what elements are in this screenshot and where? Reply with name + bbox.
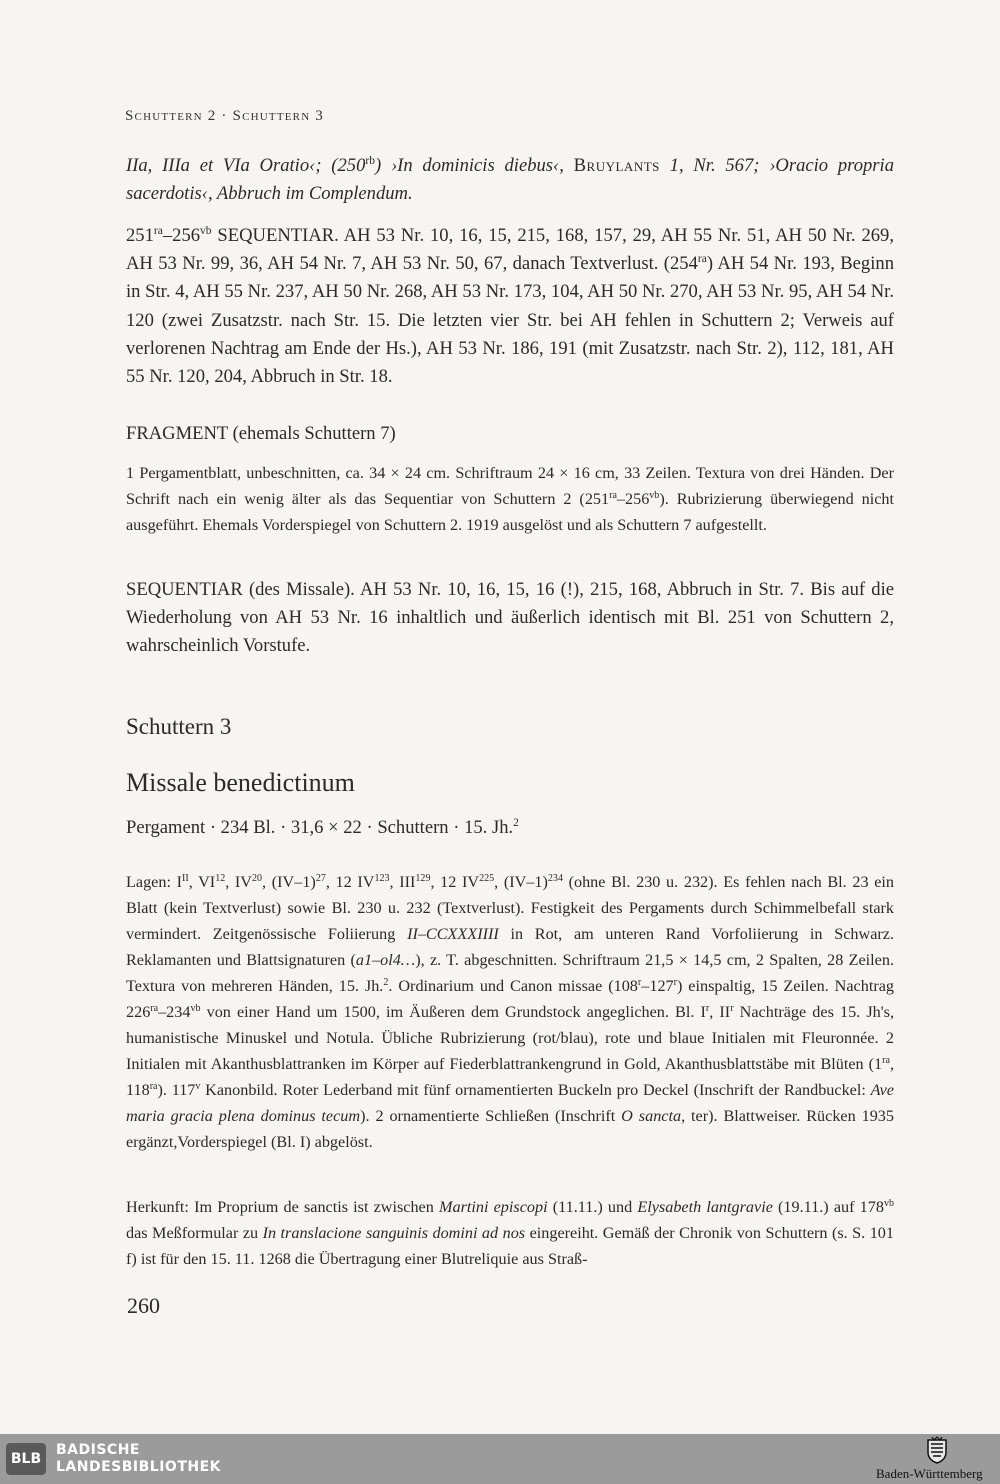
text: , 118 [126, 1055, 894, 1099]
text: in Rot, am unteren Rand Vorfoliierung in Schwarz. Reklamanten und Blattsignaturen ( [126, 925, 894, 969]
text: ) ›In dominicis diebus‹, [374, 155, 574, 176]
text: ). Rubrizierung überwiegend nicht ausgeführt. Ehemals Vorderspiegel von Schuttern 2. 1919 ausgelöst und als Schuttern 7 aufgestellt. [126, 490, 894, 534]
text: Schuttern 3 [126, 714, 232, 739]
sup: 123 [374, 872, 390, 884]
footer-bar [0, 1434, 1000, 1484]
text: –127 [641, 977, 674, 995]
text: , III [389, 873, 416, 891]
sup: r [673, 976, 677, 988]
sup: ra [149, 1080, 158, 1092]
fragment-heading [126, 420, 894, 448]
text: Bruylants [573, 155, 660, 176]
text: a1–ol4… [355, 951, 416, 969]
sup: r [637, 976, 642, 988]
sup: II [182, 872, 189, 884]
text: sancta [638, 1107, 682, 1125]
sup: vb [649, 489, 660, 501]
text: Ave maria gracia plena dominus tecum [126, 1081, 894, 1125]
sup: 27 [315, 872, 326, 884]
sup: rb [365, 155, 375, 168]
text: SEQUENTIAR (des Missale). AH 53 Nr. 10, 16, 15, 16 (!), 215, 168, Abbruch in Str. 7. Bis auf die Wiederholung von AH 53 Nr. 16 inhaltlich und äußerlich identisch mit Bl. 251 von Schuttern 2, wahrscheinlich Vorstufe. [126, 579, 894, 657]
blb-logo-icon[interactable]: BLB [6, 1443, 46, 1475]
section-title [126, 714, 894, 740]
library-name-line2: LANDESBIBLIOTHEK [56, 1459, 222, 1475]
library-name[interactable] [56, 1442, 221, 1476]
text: , 12 IV [325, 873, 375, 891]
text: –256 [616, 490, 650, 508]
text: 1, Nr. 567; ›Oracio propria sacerdotis‹, Abbruch im Complendum. [126, 155, 895, 205]
text: (ohne Bl. 230 u. 232). Es fehlen nach Bl. 23 ein Blatt (kein Textverlust) sowie Bl. 230 u. 232 (Textverlust). Festigkeit des Pergaments durch Schimmelbefall stark vermindert. Zeitgenössische Foliierung [126, 873, 894, 943]
text: ), z. T. abgeschnitten. Schriftraum 21,5 × 14,5 cm, 2 Spalten, 28 Zeilen. Textura von mehreren Händen, 15. Jh. [126, 951, 895, 995]
sup: 12 [215, 872, 226, 884]
sup: ra [153, 225, 163, 238]
text: ). 2 ornamentierte Schließen (Inschrift [360, 1107, 622, 1125]
text: FRAGMENT (ehemals Schuttern 7) [126, 423, 396, 444]
paragraph-herkunft [126, 1194, 894, 1272]
sup: r [730, 1002, 734, 1014]
sup: 225 [479, 872, 495, 884]
text: Martini episcopi [439, 1198, 548, 1216]
text: IIa, IIIa et VIa Oratio‹; (250 [126, 155, 366, 176]
meta-line [126, 814, 894, 842]
text: , VI [188, 873, 216, 891]
text: , II [709, 1003, 731, 1021]
text: Pergament · 234 Bl. · 31,6 × 22 · Schuttern · 15. Jh. [126, 817, 514, 838]
page-number: 260 [127, 1293, 160, 1318]
text: ) einspaltig, 15 Zeilen. Nachtrag 226 [126, 977, 894, 1021]
text: ). 117 [157, 1081, 196, 1099]
text: , ter). Blattweiser. Rücken 1935 ergänzt,Vorderspiegel (Bl. I) abgelöst. [126, 1107, 894, 1151]
text: von einer Hand um 1500, im Äußeren dem Grundstock angeglichen. Bl. I [200, 1003, 706, 1021]
text: Kanonbild. Roter Lederband mit fünf ornamentierten Buckeln pro Deckel (Inschrift der Randbuckel: [200, 1081, 871, 1099]
text: das Meßformular zu [126, 1224, 263, 1242]
text: O [621, 1107, 633, 1125]
text: In translacione sanguinis domini ad nos [262, 1224, 526, 1242]
text: Herkunft: Im Proprium de sanctis ist zwischen [126, 1198, 439, 1216]
sup: ra [609, 489, 617, 501]
text: Missale benedictinum [126, 768, 355, 797]
paragraph-sequentiar-main [126, 222, 894, 391]
library-name-line1: BADISCHE [56, 1442, 140, 1458]
text: Nachträge des 15. Jh's, humanistische Minuskel und Notula. Übliche Rubrizierung (rot/blau), rote und blaue Initialen mit Fleuronnée. 2 Initialen mit Akanthusblattranken im Körper auf Fiederblattrankengrund in Gold, Akanthusblattstäbe mit Blüten (1 [126, 1003, 894, 1073]
sup: vb [883, 1197, 894, 1209]
text: (11.11.) und [547, 1198, 638, 1216]
text: eingereiht. Gemäß der Chronik von Schuttern (s. S. 101 f) ist für den 15. 11. 1268 die Übertragung einer Blutreliquie aus Straß- [126, 1224, 894, 1268]
sup: vb [200, 225, 212, 238]
sup: vb [190, 1002, 201, 1014]
main-title [126, 768, 894, 798]
sup: ra [882, 1054, 890, 1066]
fragment-description [126, 460, 894, 538]
text: 251 [126, 225, 154, 246]
text: 1 Pergamentblatt, unbeschnitten, ca. 34 × 24 cm. Schriftraum 24 × 16 cm, 33 Zeilen. Textura von drei Händen. Der Schrift nach ein wenig älter als das Sequentiar von Schuttern 2 (251 [126, 464, 894, 508]
sup: 129 [415, 872, 431, 884]
state-label[interactable]: Baden-Württemberg [876, 1466, 983, 1481]
text: , 12 IV [430, 873, 480, 891]
text: Elysabeth lantgravie [637, 1198, 773, 1216]
text: , (IV–1) [262, 873, 316, 891]
text: –256 [162, 225, 201, 246]
coat-of-arms-icon [926, 1436, 948, 1464]
paragraph-sequentiar-missale [126, 576, 894, 661]
paragraph-lagen [126, 869, 894, 1155]
text: ) AH 54 Nr. 193, Beginn in Str. 4, AH 55 Nr. 237, AH 50 Nr. 268, AH 53 Nr. 173, 104, AH 50 Nr. 270, AH 53 Nr. 95, AH 54 Nr. 120 (zwei Zusatzstr. nach Str. 15. Die letzten vier Str. bei AH fehlen in Schuttern 2; Verweis auf verlorenen Nachtrag am Ende der Hs.), AH 53 Nr. 186, 191 (mit Zusatzstr. nach Str. 2), 112, 181, AH 55 Nr. 120, 204, Abbruch in Str. 18. [126, 253, 894, 388]
sup: 20 [252, 872, 263, 884]
text: Lagen: I [126, 873, 182, 891]
paragraph-oratio [126, 152, 894, 208]
sup: v [195, 1080, 201, 1092]
text: (19.11.) auf 178 [772, 1198, 884, 1216]
text: . Ordinarium und Canon missae (108 [388, 977, 638, 995]
sup: 2 [383, 976, 389, 988]
text: SEQUENTIAR. AH 53 Nr. 10, 16, 15, 215, 168, 157, 29, AH 55 Nr. 51, AH 50 Nr. 269, AH 53 Nr. 99, 36, AH 54 Nr. 7, AH 53 Nr. 50, 67, danach Textverlust. (254 [126, 225, 894, 275]
text: –234 [158, 1003, 191, 1021]
sup: 2 [513, 817, 519, 830]
text: , (IV–1) [494, 873, 548, 891]
sup: r [705, 1002, 710, 1014]
sup: 234 [547, 872, 563, 884]
running-head: Schuttern 2 · Schuttern 3 [125, 108, 325, 124]
sup: ra [150, 1002, 159, 1014]
text: , IV [225, 873, 253, 891]
sup: ra [697, 253, 707, 266]
text: II–CCXXXIIII [407, 925, 499, 943]
